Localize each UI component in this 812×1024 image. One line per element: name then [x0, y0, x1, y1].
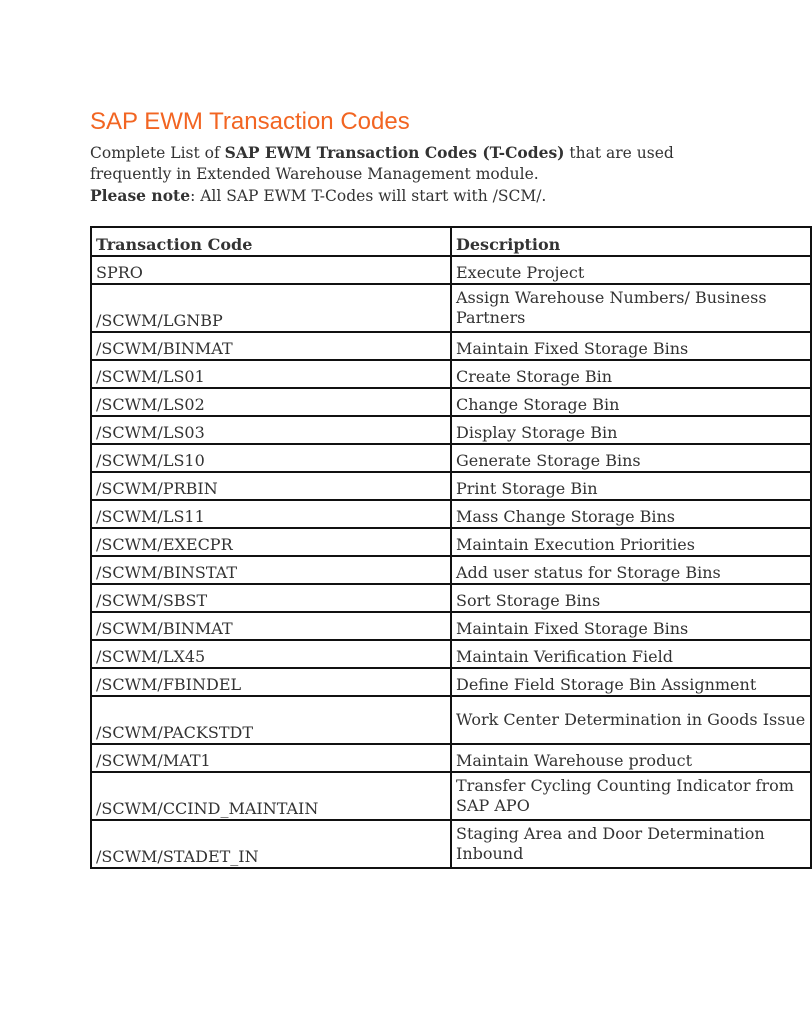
cell-description: Maintain Warehouse product	[451, 744, 811, 772]
table-body	[91, 256, 811, 868]
cell-description: Maintain Fixed Storage Bins	[451, 332, 811, 360]
header-description: Description	[451, 227, 811, 256]
table-row	[91, 388, 811, 416]
intro-suffix: that are used frequently in Extended Warehouse Management module.	[90, 144, 674, 183]
cell-transaction-code: /SCWM/LS02	[91, 388, 451, 416]
cell-transaction-code: /SCWM/SBST	[91, 584, 451, 612]
note-label: Please note	[90, 186, 191, 205]
table-row	[91, 820, 811, 868]
cell-description: Display Storage Bin	[451, 416, 811, 444]
table-row	[91, 256, 811, 284]
table-row	[91, 640, 811, 668]
cell-transaction-code: /SCWM/PRBIN	[91, 472, 451, 500]
cell-description: Transfer Cycling Counting Indicator from SAP APO	[451, 772, 811, 820]
cell-transaction-code: /SCWM/BINMAT	[91, 332, 451, 360]
table-row	[91, 744, 811, 772]
note-paragraph	[90, 185, 768, 207]
table-row	[91, 696, 811, 744]
cell-description: Print Storage Bin	[451, 472, 811, 500]
table-row	[91, 612, 811, 640]
note-text: : All SAP EWM T-Codes will start with /SCM/.	[190, 187, 547, 205]
cell-transaction-code: /SCWM/LX45	[91, 640, 451, 668]
cell-transaction-code: /SCWM/FBINDEL	[91, 668, 451, 696]
table-row	[91, 284, 811, 332]
table-row	[91, 416, 811, 444]
cell-description: Generate Storage Bins	[451, 444, 811, 472]
table-header-row	[91, 227, 811, 256]
cell-transaction-code: /SCWM/LS11	[91, 500, 451, 528]
table-row	[91, 500, 811, 528]
document-body	[90, 107, 768, 207]
table-row	[91, 332, 811, 360]
cell-transaction-code: /SCWM/STADET_IN	[91, 820, 451, 868]
cell-description: Maintain Fixed Storage Bins	[451, 612, 811, 640]
cell-description: Maintain Verification Field	[451, 640, 811, 668]
cell-description: Create Storage Bin	[451, 360, 811, 388]
table-row	[91, 584, 811, 612]
cell-transaction-code: /SCWM/LS03	[91, 416, 451, 444]
table-row	[91, 472, 811, 500]
intro-prefix: Complete List of	[90, 144, 225, 162]
cell-description: Define Field Storage Bin Assignment	[451, 668, 811, 696]
cell-description: Sort Storage Bins	[451, 584, 811, 612]
cell-transaction-code: /SCWM/PACKSTDT	[91, 696, 451, 744]
table-row	[91, 444, 811, 472]
cell-transaction-code: /SCWM/BINMAT	[91, 612, 451, 640]
table-row	[91, 556, 811, 584]
cell-transaction-code: SPRO	[91, 256, 451, 284]
table-row	[91, 772, 811, 820]
cell-description: Add user status for Storage Bins	[451, 556, 811, 584]
cell-description: Staging Area and Door Determination Inbound	[451, 820, 811, 868]
cell-description: Maintain Execution Priorities	[451, 528, 811, 556]
cell-transaction-code: /SCWM/LS01	[91, 360, 451, 388]
cell-description: Assign Warehouse Numbers/ Business Partners	[451, 284, 811, 332]
table-row	[91, 528, 811, 556]
cell-transaction-code: /SCWM/LS10	[91, 444, 451, 472]
cell-description: Execute Project	[451, 256, 811, 284]
tcode-table	[90, 226, 812, 869]
cell-transaction-code: /SCWM/MAT1	[91, 744, 451, 772]
cell-transaction-code: /SCWM/CCIND_MAINTAIN	[91, 772, 451, 820]
intro-paragraph	[90, 142, 690, 185]
cell-description: Change Storage Bin	[451, 388, 811, 416]
intro-bold: SAP EWM Transaction Codes (T-Codes)	[224, 143, 565, 162]
table-row	[91, 668, 811, 696]
cell-transaction-code: /SCWM/LGNBP	[91, 284, 451, 332]
table-row	[91, 360, 811, 388]
cell-description: Mass Change Storage Bins	[451, 500, 811, 528]
header-transaction-code: Transaction Code	[91, 227, 451, 256]
cell-transaction-code: /SCWM/BINSTAT	[91, 556, 451, 584]
page-title: SAP EWM Transaction Codes	[90, 108, 410, 135]
cell-transaction-code: /SCWM/EXECPR	[91, 528, 451, 556]
cell-description: Work Center Determination in Goods Issue	[451, 696, 811, 744]
